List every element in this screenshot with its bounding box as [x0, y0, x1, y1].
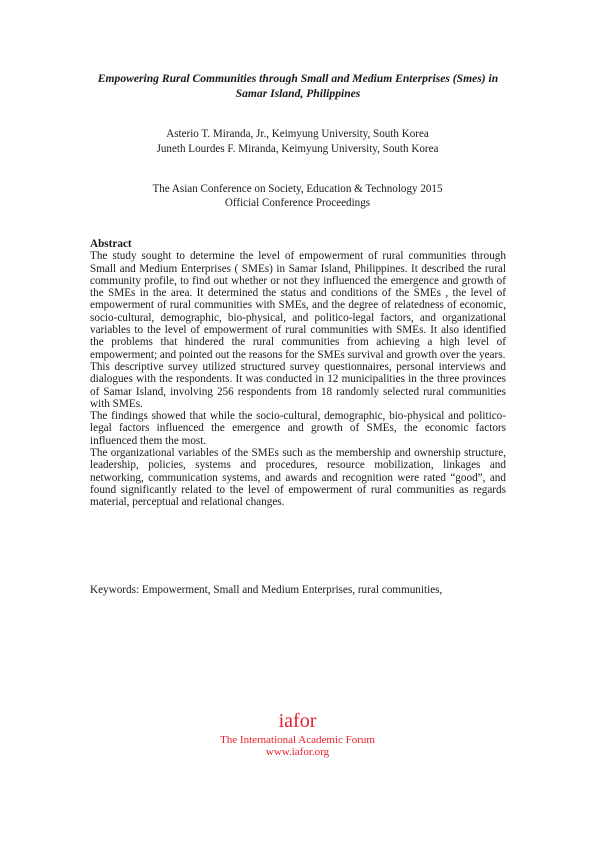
abstract-heading: Abstract: [90, 238, 132, 250]
author-line: Juneth Lourdes F. Miranda, Keimyung University, South Korea: [156, 143, 439, 155]
abstract-paragraph: The study sought to determine the level of empowerment of rural communities through Small and Medium Enterprises ( SMEs) in Samar Island, Philippines. It described the rural community profile, to find out whether or not they influenced the emergence and growth of the SMEs in the area. It determined the status and conditions of the SMEs , the level of empowerment of rural communities with SMEs, and the degree of relatedness of economic, socio-cultural, demographic, bio-physical, and politico-legal factors, and organizational variables to the level of empowerment of rural communities with SMEs. It also identified the problems that hindered the rural communities from achieving a high level of empowerment; and pointed out the reasons for the SMEs survival and growth over the years.: [90, 250, 506, 361]
title-line-1: Empowering Rural Communities through Small and Medium Enterprises (Smes) in: [97, 72, 499, 85]
title-line-2: Samar Island, Philippines: [235, 87, 361, 100]
publisher-footer: [150, 708, 445, 758]
keywords-line: Keywords: Empowerment, Small and Medium Enterprises, rural communities,: [90, 584, 443, 596]
abstract-paragraph: The findings showed that while the socio-cultural, demographic, bio-physical and politico-legal factors influenced the emergence and growth of SMEs, the economic factors influenced them the most.: [90, 410, 506, 447]
author-line: Asterio T. Miranda, Jr., Keimyung University, South Korea: [166, 128, 429, 140]
conference-name: The Asian Conference on Society, Education & Technology 2015: [152, 183, 443, 195]
abstract-paragraph: This descriptive survey utilized structured survey questionnaires, personal interviews and dialogues with the respondents. It was conducted in 12 municipalities in the three provinces of Samar Island, involving 256 respondents from 18 randomly selected rural communities with SMEs.: [90, 360, 506, 410]
paper-title: [82, 71, 514, 101]
forum-name: The International Academic Forum: [220, 734, 375, 746]
abstract-section: [90, 238, 506, 509]
conference-info: [60, 182, 535, 210]
abstract-paragraph: The organizational variables of the SMEs such as the membership and ownership structure, leadership, policies, systems and procedures, resource mobilization, linkages and networking, communication systems, and awards and recognition were rated “good”, and found significantly related to the level of empowerment of rural communities as regards material, perceptual and relational changes.: [90, 447, 506, 509]
proceedings-label: Official Conference Proceedings: [224, 197, 371, 209]
iafor-logo: iafor: [278, 710, 317, 732]
author-list: [60, 127, 535, 157]
forum-url-link[interactable]: www.iafor.org: [265, 746, 330, 758]
